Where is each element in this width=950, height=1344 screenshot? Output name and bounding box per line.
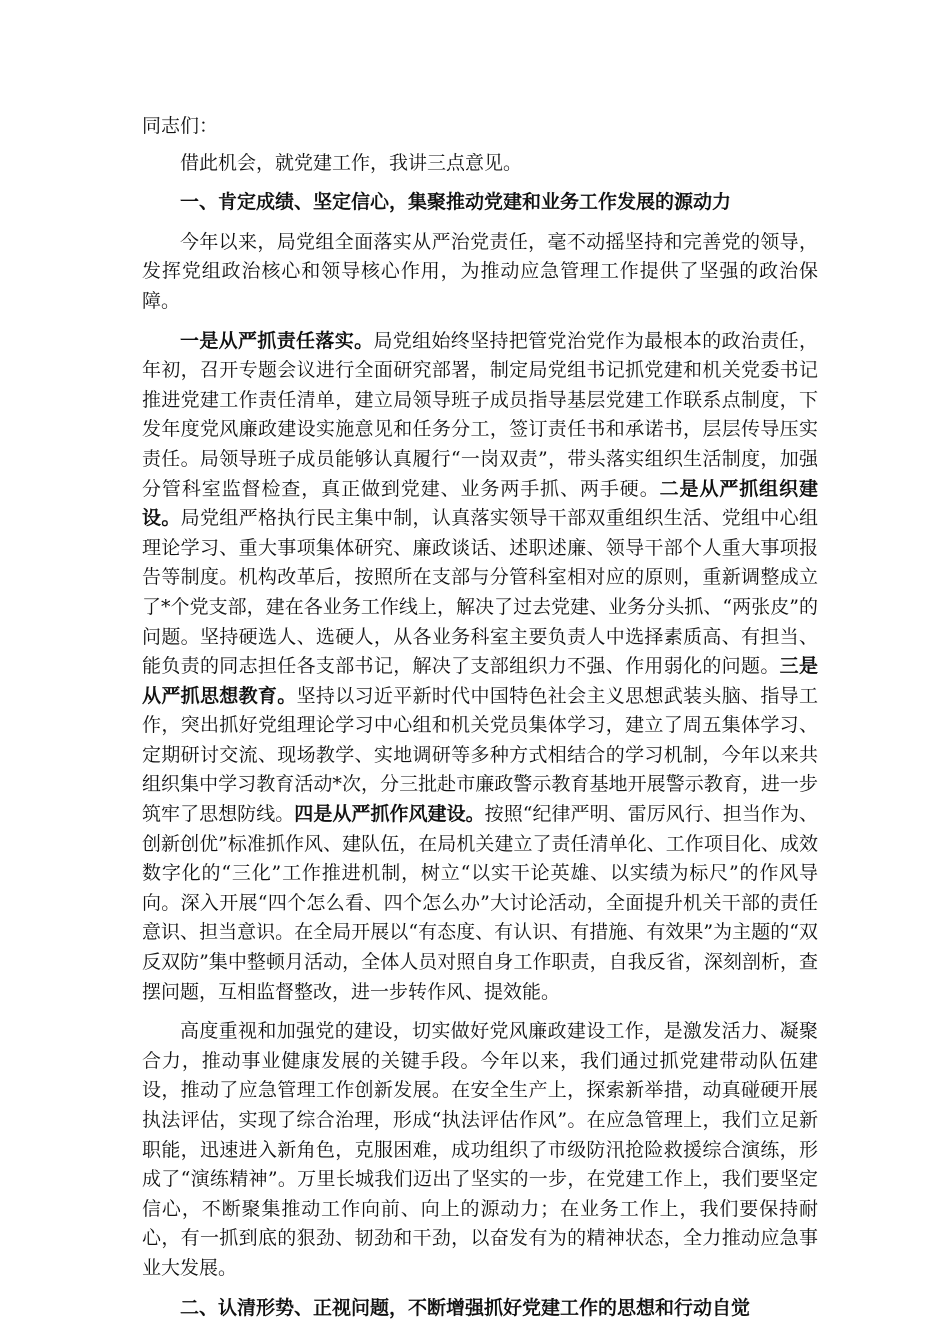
salutation: 同志们：	[142, 115, 219, 137]
point-lead-work-style: 四是从严抓作风建设。	[294, 803, 485, 826]
section-heading-2: 二、认清形势、正视问题，不断增强抓好党建工作的思想和行动自觉	[180, 1296, 751, 1319]
point-text-organization: 局党组严格执行民主集中制，认真落实领导干部双重组织生活、党组中心组理论学习、重大事项集体研究、廉政谈话、述职述廉、领导干部个人重大事项报告等制度。机构改革后，按照所在支部与分管科室相对应的原则，重新调整成立了*个党支部，建在各业务工作线上，解决了过去党建、业务分头抓、“两张皮”的问题。坚持硬选人、选硬人，从各业务科室主要负责人中选择素质高、有担当、能负责的同志担任各支部书记，解决了支部组织力不强、作用弱化的问题。	[142, 507, 818, 678]
section-heading-1: 一、肯定成绩、坚定信心，集聚推动党建和业务工作发展的源动力	[180, 191, 732, 214]
document-page	[142, 112, 818, 1333]
intro-paragraph: 借此机会，就党建工作，我讲三点意见。	[180, 151, 523, 174]
point-text-responsibility: 局党组始终坚持把管党治党作为最根本的政治责任，年初，召开专题会议进行全面研究部署，制定局党组书记抓党建和机关党委书记推进党建工作责任清单，建立局领导班子成员指导基层党建工作联系点制度，下发年度党风廉政建设实施意见和任务分工，签订责任书和承诺书，层层传导压实责任。局领导班子成员能够认真履行“一岗双责”，带头落实组织生活制度，加强分管科室监督检查，真正做到党建、业务两手抓、两手硬。	[142, 329, 818, 500]
paragraph-summary: 高度重视和加强党的建设，切实做好党风廉政建设工作，是激发活力、凝聚合力，推动事业健康发展的关键手段。今年以来，我们通过抓党建带动队伍建设，推动了应急管理工作创新发展。在安全生产上，探索新举措，动真碰硬开展执法评估，实现了综合治理，形成“执法评估作风”。在应急管理上，我们立足新职能，迅速进入新角色，克服困难，成功组织了市级防汛抢险救援综合演练，形成了“演练精神”。万里长城我们迈出了坚实的一步，在党建工作上，我们要坚定信心，不断聚集推动工作向前、向上的源动力；在业务工作上，我们要保持耐心，有一抓到底的狠劲、韧劲和干劲，以奋发有为的精神状态，全力推动应急事业大发展。	[142, 1020, 818, 1279]
paragraph-four-points	[142, 327, 818, 1008]
point-lead-organization: 二是从严抓组织建设。	[142, 477, 818, 530]
paragraph-overview: 今年以来，局党组全面落实从严治党责任，毫不动摇坚持和完善党的领导，发挥党组政治核心和领导核心作用，为推动应急管理工作提供了坚强的政治保障。	[142, 230, 818, 312]
point-lead-education: 三是从严抓思想教育。	[142, 655, 818, 707]
point-text-work-style: 按照“纪律严明、雷厉风行、担当作为、创新创优”标准抓作风、建队伍，在局机关建立了责任清单化、工作项目化、成效数字化的“三化”工作推进机制，树立“以实干论英雄、以实绩为标尺”的作风导向。深入开展“四个怎么看、四个怎么办”大讨论活动，全面提升机关干部的责任意识、担当意识。在全局开展以“有态度、有认识、有措施、有效果”为主题的“双反双防”集中整顿月活动，全体人员对照自身工作职责，自我反省，深刻剖析，查摆问题，互相监督整改，进一步转作风、提效能。	[142, 803, 818, 1003]
point-text-education: 坚持以习近平新时代中国特色社会主义思想武装头脑、指导工作，突出抓好党组理论学习中心组和机关党员集体学习，建立了周五集体学习、定期研讨交流、现场教学、实地调研等多种方式相结合的学习机制，今年以来共组织集中学习教育活动*次，分三批赴市廉政警示教育基地开展警示教育，进一步筑牢了思想防线。	[142, 684, 818, 826]
point-lead-responsibility: 一是从严抓责任落实。	[180, 329, 374, 352]
